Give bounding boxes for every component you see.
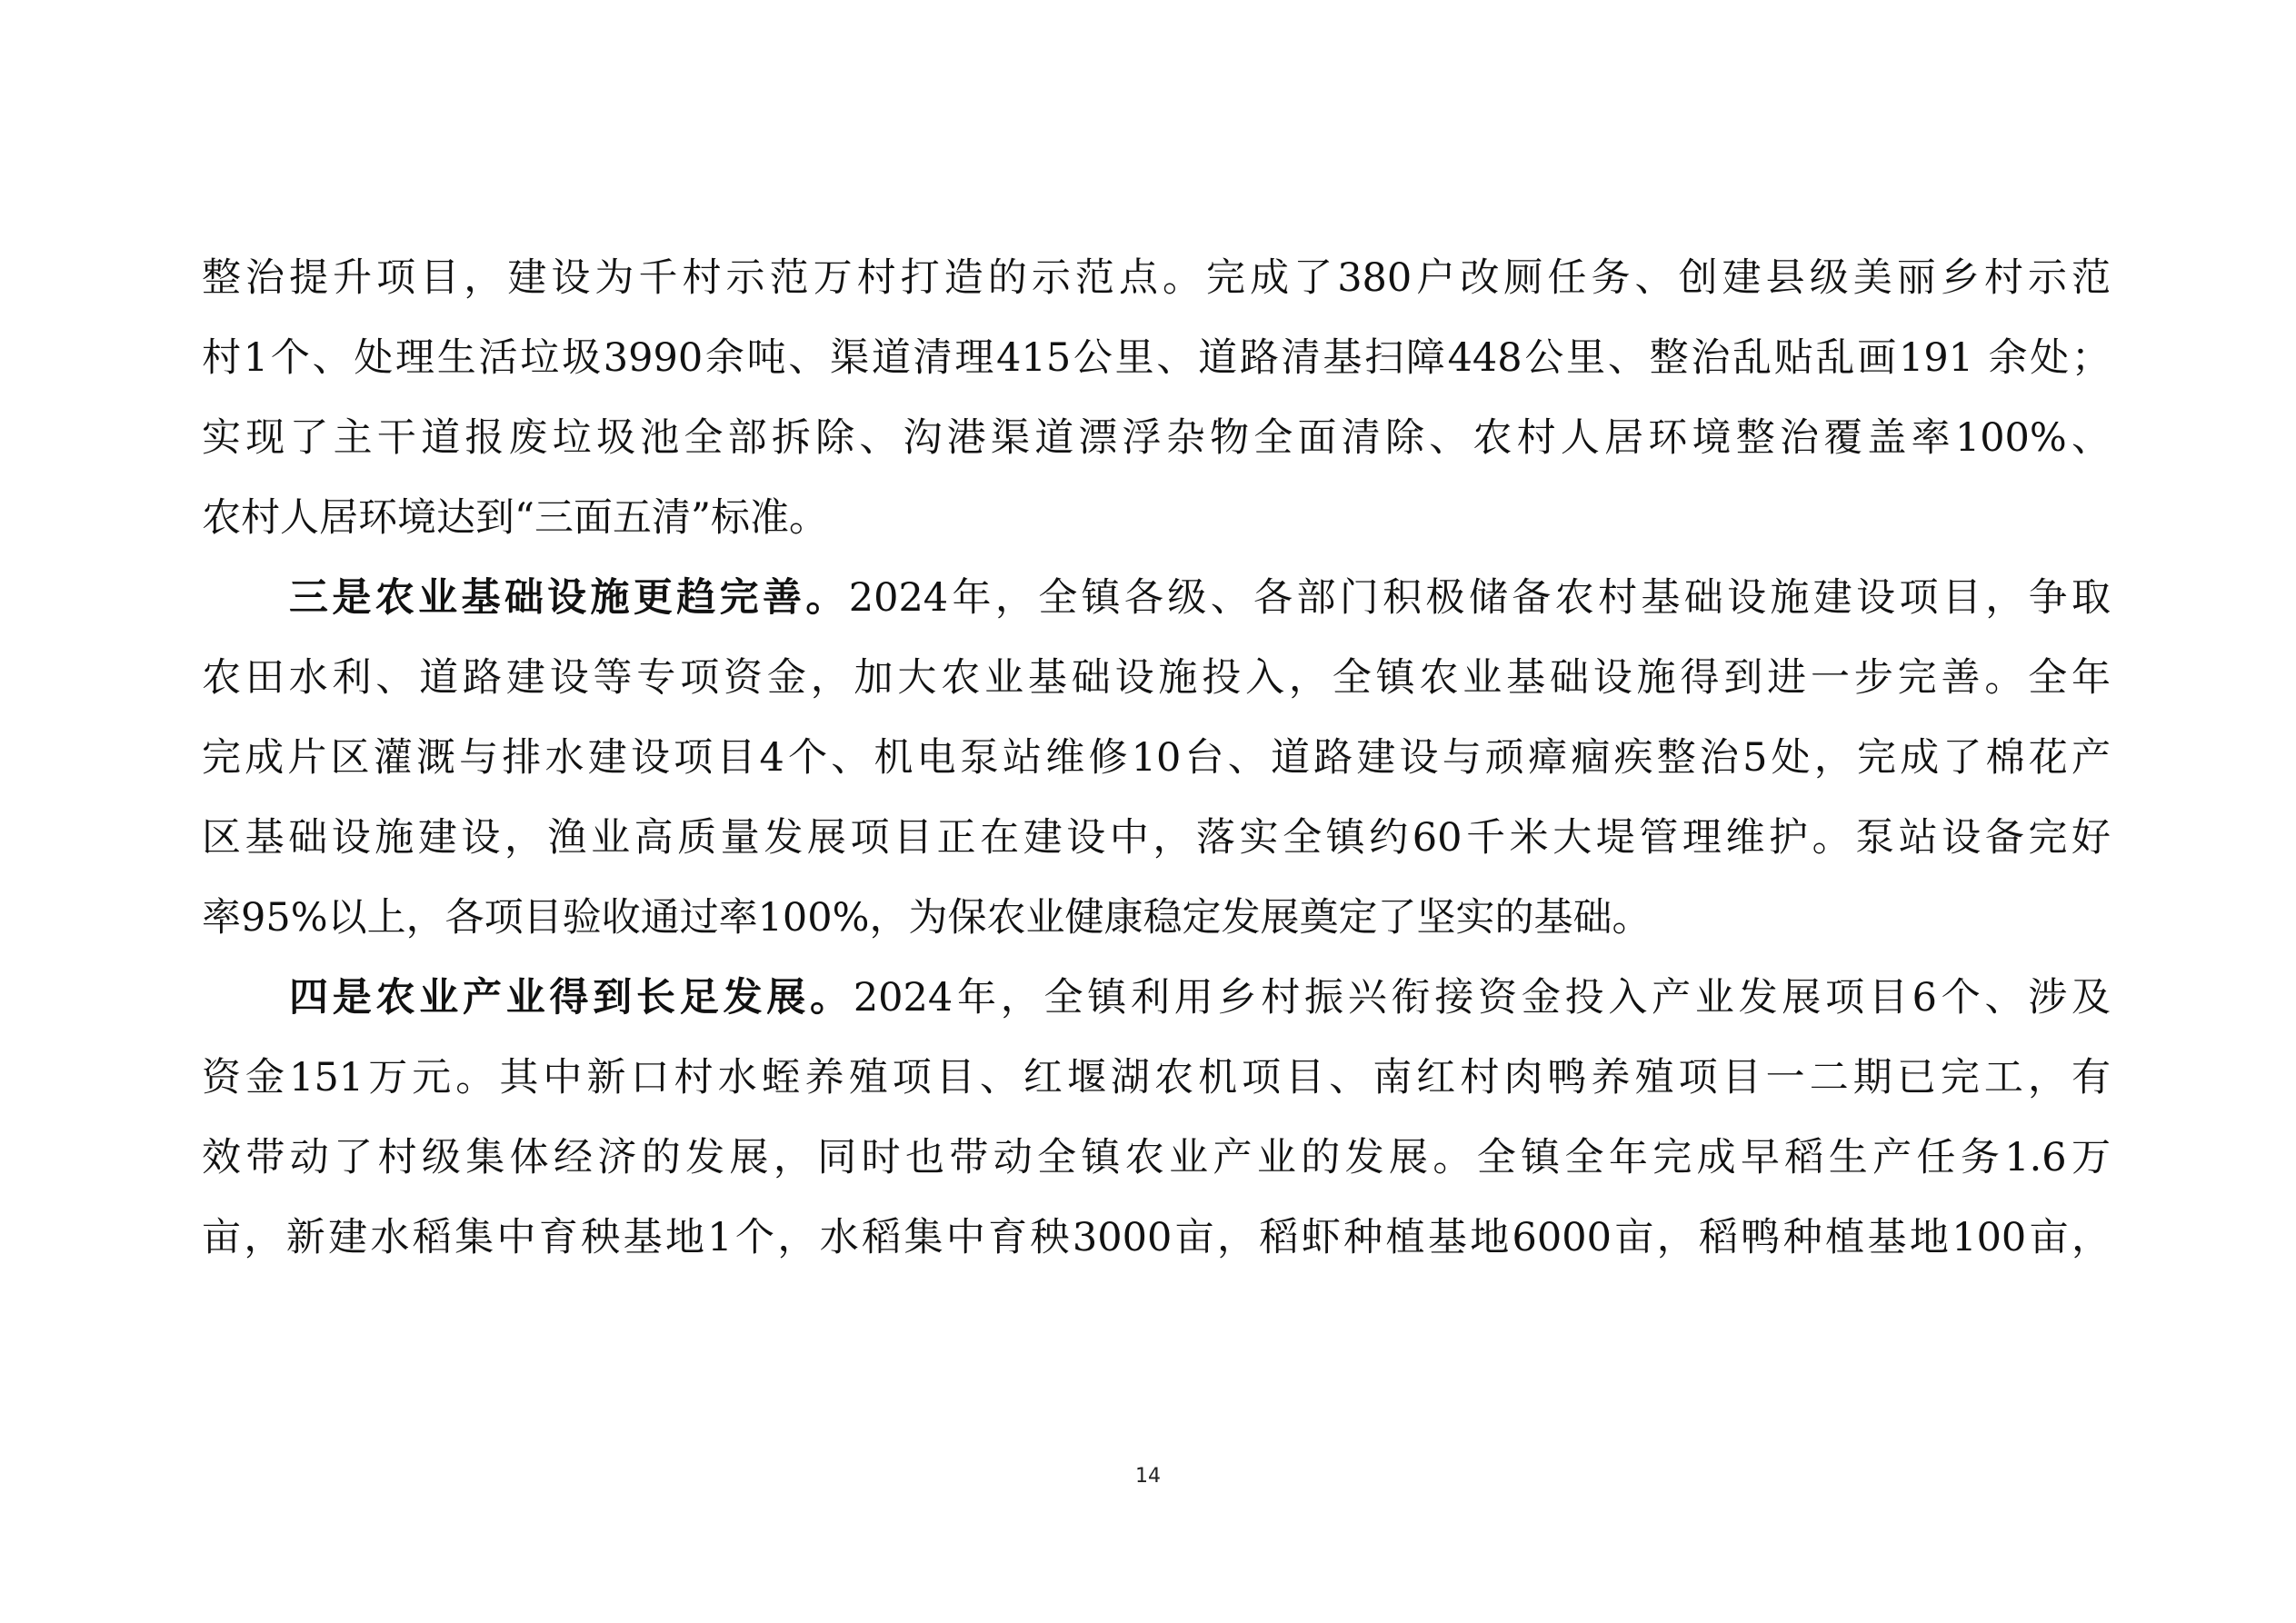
paragraph-2-line-5: 率95%以上，各项目验收通过率100%，为保农业健康稳定发展奠定了坚实的基础。 [202, 895, 1652, 941]
paragraph-2-line-2: 农田水利、道路建设等专项资金，加大农业基础设施投入，全镇农业基础设施得到进一步完善。全年 [202, 655, 2111, 701]
paragraph-3-line-2: 资金151万元。其中新口村水蛭养殖项目、红堰湖农机项目、南红村肉鸭养殖项目一二期已完工，有 [202, 1055, 2111, 1100]
paragraph-3-heading: 四是农业产业得到长足发展。 [289, 975, 854, 1021]
paragraph-2-line-4: 区基础设施建设，渔业高质量发展项目正在建设中，落实全镇约60千米大堤管理维护。泵站设备完好 [202, 815, 2111, 861]
page-number: 14 [1135, 1465, 1161, 1488]
paragraph-3-line-3: 效带动了村级集体经济的发展，同时也带动全镇农业产业的发展。全镇全年完成早稻生产任务1.6万 [202, 1135, 2111, 1180]
paragraph-1-line-1: 整治提升项目，建设为千村示范万村打造的示范点。完成了380户改厕任务、创建县级美丽乡村示范 [202, 255, 2111, 301]
document-body [202, 238, 2111, 1278]
paragraph-3-line-4: 亩，新建水稻集中育秧基地1个，水稻集中育秧3000亩，稻虾种植基地6000亩，稻鸭种植基地100亩， [202, 1215, 2111, 1260]
paragraph-2-heading: 三是农业基础设施更趋完善。 [289, 575, 849, 621]
paragraph-1-line-4: 农村人居环境达到“三面五清”标准。 [202, 495, 828, 541]
paragraph-3-line-1 [202, 958, 2111, 1038]
paragraph-2-line-3: 完成片区灌溉与排水建设项目4个、机电泵站维修10台、道路建设与顽瘴痼疾整治5处，完成了棉花产 [202, 735, 2111, 781]
paragraph-2-first-line-text: 2024年，全镇各级、各部门积极储备农村基础设施建设项目，争取 [848, 575, 2111, 621]
paragraph-2-line-1 [202, 558, 2111, 638]
paragraph-1-line-3: 实现了主干道报废垃圾池全部拆除、沟港渠道漂浮杂物全面清除、农村人居环境整治覆盖率100%、 [202, 415, 2111, 461]
paragraph-1-line-2: 村1个、处理生活垃圾3990余吨、渠道清理415公里、道路清基扫障448公里、整治乱贴乱画191 余处； [202, 335, 2111, 381]
paragraph-3-first-line-text: 2024年，全镇利用乡村振兴衔接资金投入产业发展项目6个、涉及 [853, 975, 2111, 1021]
